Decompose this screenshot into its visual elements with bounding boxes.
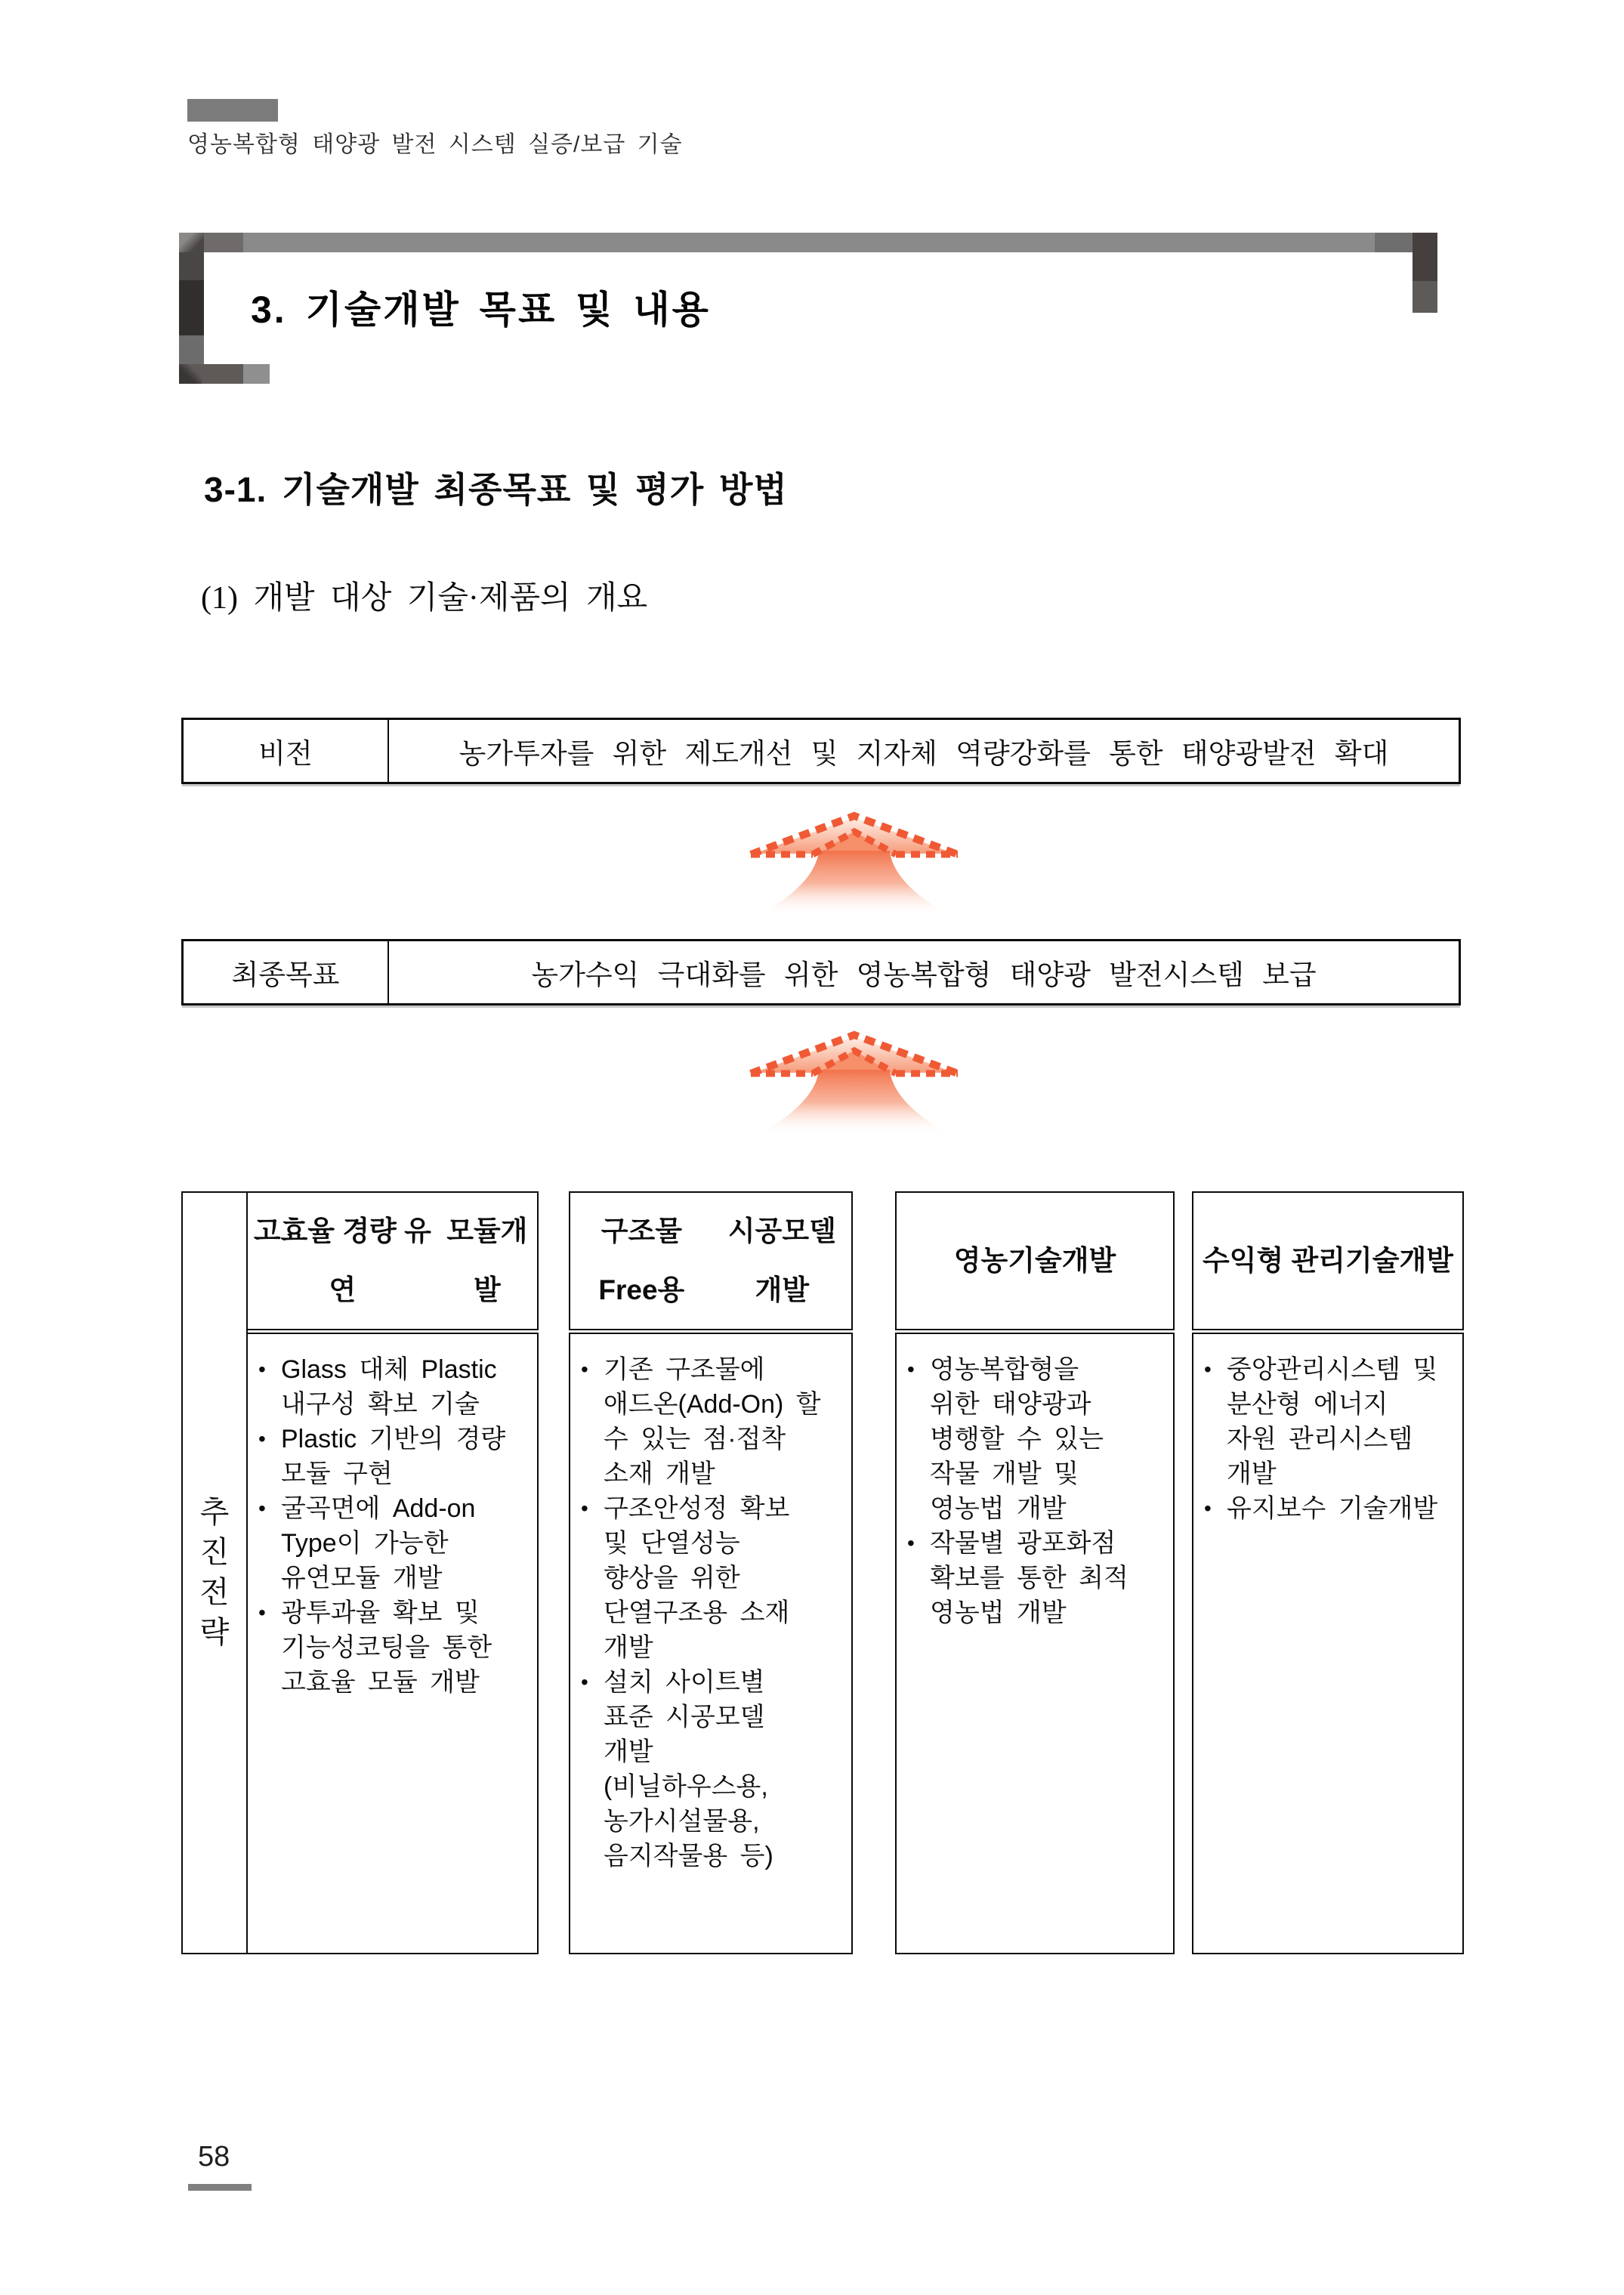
banner-horizontal-bar [179,233,1437,252]
text-line: 중앙관리시스템 및 [1227,1355,1438,1384]
text-line: 광투과율 확보 및 [281,1598,480,1627]
bullet-icon: • [1204,1358,1212,1381]
strategy-column-farming [895,1191,1175,1954]
text-line: 자원 관리시스템 [1227,1425,1413,1453]
text-line: 확보를 통한 최적 [930,1564,1128,1592]
text-line: 수 있는 점·접착 [604,1425,786,1453]
text-line: 음지작물용 등) [604,1842,773,1870]
page-number: 58 [198,2141,230,2173]
up-arrow-icon [739,811,970,917]
text-line: 및 단열성능 [604,1529,740,1558]
bullet-icon: • [581,1497,588,1520]
text-line: 개발 [1399,1245,1453,1277]
text-line: 영농기술개발 [953,1245,1116,1277]
strategy-item [907,1526,1169,1630]
strategy-column-construction [569,1191,853,1954]
banner-left-bevel [179,233,204,252]
strategy-item [258,1595,533,1700]
bullet-icon: • [581,1670,588,1694]
text-line: 유연모듈 개발 [281,1564,443,1592]
strategy-item [581,1352,847,1491]
strategy-item [581,1491,847,1665]
strategy-item [581,1665,847,1873]
text-line: 표준 시공모델 [604,1703,765,1731]
subsection-title: (1) 개발 대상 기술·제품의 개요 [201,581,648,616]
vision-value: 농가투자를 위한 제도개선 및 지자체 역량강화를 통한 태양광발전 확대 [458,738,1389,769]
text-line: 구조물 Free용 [598,1215,685,1305]
strategy-item [1204,1491,1458,1526]
text-line: 작물별 광포화점 [930,1529,1116,1558]
text-line: 기능성코팅을 통한 [281,1633,492,1662]
up-arrow-icon [739,1030,970,1136]
bullet-icon: • [907,1531,915,1555]
bullet-icon: • [581,1358,588,1381]
strategy-row-label-cell [181,1191,248,1954]
strategy-item [258,1422,533,1491]
strategy-column-title [895,1191,1175,1330]
text-line: 소재 개발 [604,1459,715,1488]
bullet-icon: • [258,1427,266,1450]
strategy-item [258,1352,533,1422]
text-line: 애드온(Add-On) 할 [604,1390,821,1419]
banner-left-vertical-bar [179,252,204,364]
strategy-column-title [1192,1191,1464,1330]
text-line: 작물 개발 및 [930,1459,1079,1488]
text-line: 영농법 개발 [930,1494,1067,1523]
text-line: 개발 [604,1737,653,1766]
text-line: 병행할 수 있는 [930,1425,1104,1453]
banner-right-vertical-bar [1413,252,1437,313]
text-line: 기존 구조물에 [604,1355,765,1384]
text-line: 농가시설물용, [604,1807,760,1836]
goal-value: 농가수익 극대화를 위한 영농복합형 태양광 발전시스템 보급 [531,959,1317,990]
text-line: 내구성 확보 기술 [281,1390,480,1419]
strategy-column-title [246,1191,539,1330]
strategy-column-title [569,1191,853,1330]
vision-label: 비전 [184,720,389,782]
text-line: (비닐하우스용, [604,1772,768,1801]
strategy-row-label: 추진전략 [199,1496,230,1649]
banner-foot-bevel [179,364,202,384]
text-line: 개발 [1227,1459,1277,1488]
text-line: 영농법 개발 [930,1598,1067,1627]
strategy-column-management [1192,1191,1464,1954]
text-line: Type이 가능한 [281,1529,449,1558]
text-line: 모듈개발 [446,1215,528,1305]
text-line: 위한 태양광과 [930,1390,1091,1419]
goal-table [181,939,1461,1005]
text-line: 수익형 관리기술 [1203,1245,1400,1277]
text-line: 고효율 모듈 개발 [281,1668,480,1697]
bullet-icon: • [258,1358,266,1381]
text-line: 유지보수 기술개발 [1227,1494,1438,1523]
text-line: 고효율 경량 유연 [253,1215,431,1305]
strategy-column-module [246,1191,539,1954]
strategy-item [258,1491,533,1595]
bullet-icon: • [1204,1497,1212,1520]
text-line: 영농복합형을 [930,1355,1079,1384]
strategy-column-body [569,1333,853,1954]
bullet-icon: • [258,1497,266,1520]
doc-header: 영농복합형 태양광 발전 시스템 실증/보급 기술 [187,132,683,157]
header-accent-bar [187,99,278,122]
strategy-item [907,1352,1169,1526]
text-line: 개발 [604,1633,653,1662]
text-line: Glass 대체 Plastic [281,1355,497,1384]
strategy-item [1204,1352,1458,1491]
text-line: 모듈 구현 [281,1459,393,1488]
text-line: 시공모델 개발 [727,1215,836,1305]
text-line: 향상을 위한 [604,1564,740,1592]
goal-label: 최종목표 [184,941,389,1003]
text-line: 굴곡면에 Add-on [281,1494,476,1523]
text-line: 단열구조용 소재 [604,1598,790,1627]
section-title: 3-1. 기술개발 최종목표 및 평가 방법 [204,470,788,509]
text-line: 설치 사이트별 [604,1668,765,1697]
footer-accent-bar [188,2184,252,2191]
strategy-column-body [246,1333,539,1954]
text-line: 구조안성정 확보 [604,1494,790,1523]
text-line: 분산형 에너지 [1227,1390,1388,1419]
chapter-title: 3. 기술개발 목표 및 내용 [251,289,711,331]
bullet-icon: • [258,1601,266,1624]
vision-table [181,718,1461,784]
strategy-column-body [895,1333,1175,1954]
text-line: Plastic 기반의 경량 [281,1425,506,1453]
bullet-icon: • [907,1358,915,1381]
strategy-column-body [1192,1333,1464,1954]
